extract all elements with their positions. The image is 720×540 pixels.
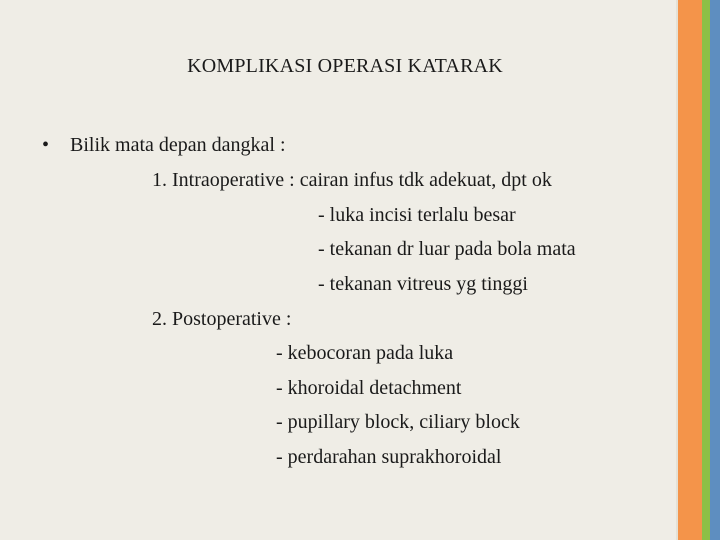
postoperative-item: - pupillary block, ciliary block [276,411,520,433]
bullet-icon: • [42,134,50,156]
postoperative-item: - kebocoran pada luka [276,342,454,364]
postoperative-heading: 2. Postoperative : [152,308,292,330]
stripe-blue [710,0,720,540]
slide-title: KOMPLIKASI OPERASI KATARAK [187,55,503,77]
intraoperative-item: - luka incisi terlalu besar [318,204,516,226]
stripe-orange [678,0,702,540]
postoperative-item: - perdarahan suprakhoroidal [276,446,502,468]
postoperative-item: - khoroidal detachment [276,377,462,399]
intraoperative-item: - tekanan vitreus yg tinggi [318,273,528,295]
bullet-text: Bilik mata depan dangkal : [70,134,286,156]
intraoperative-heading: 1. Intraoperative : cairan infus tdk adekuat, dpt ok [152,169,552,191]
intraoperative-item: - tekanan dr luar pada bola mata [318,238,576,260]
stripe-green [702,0,710,540]
